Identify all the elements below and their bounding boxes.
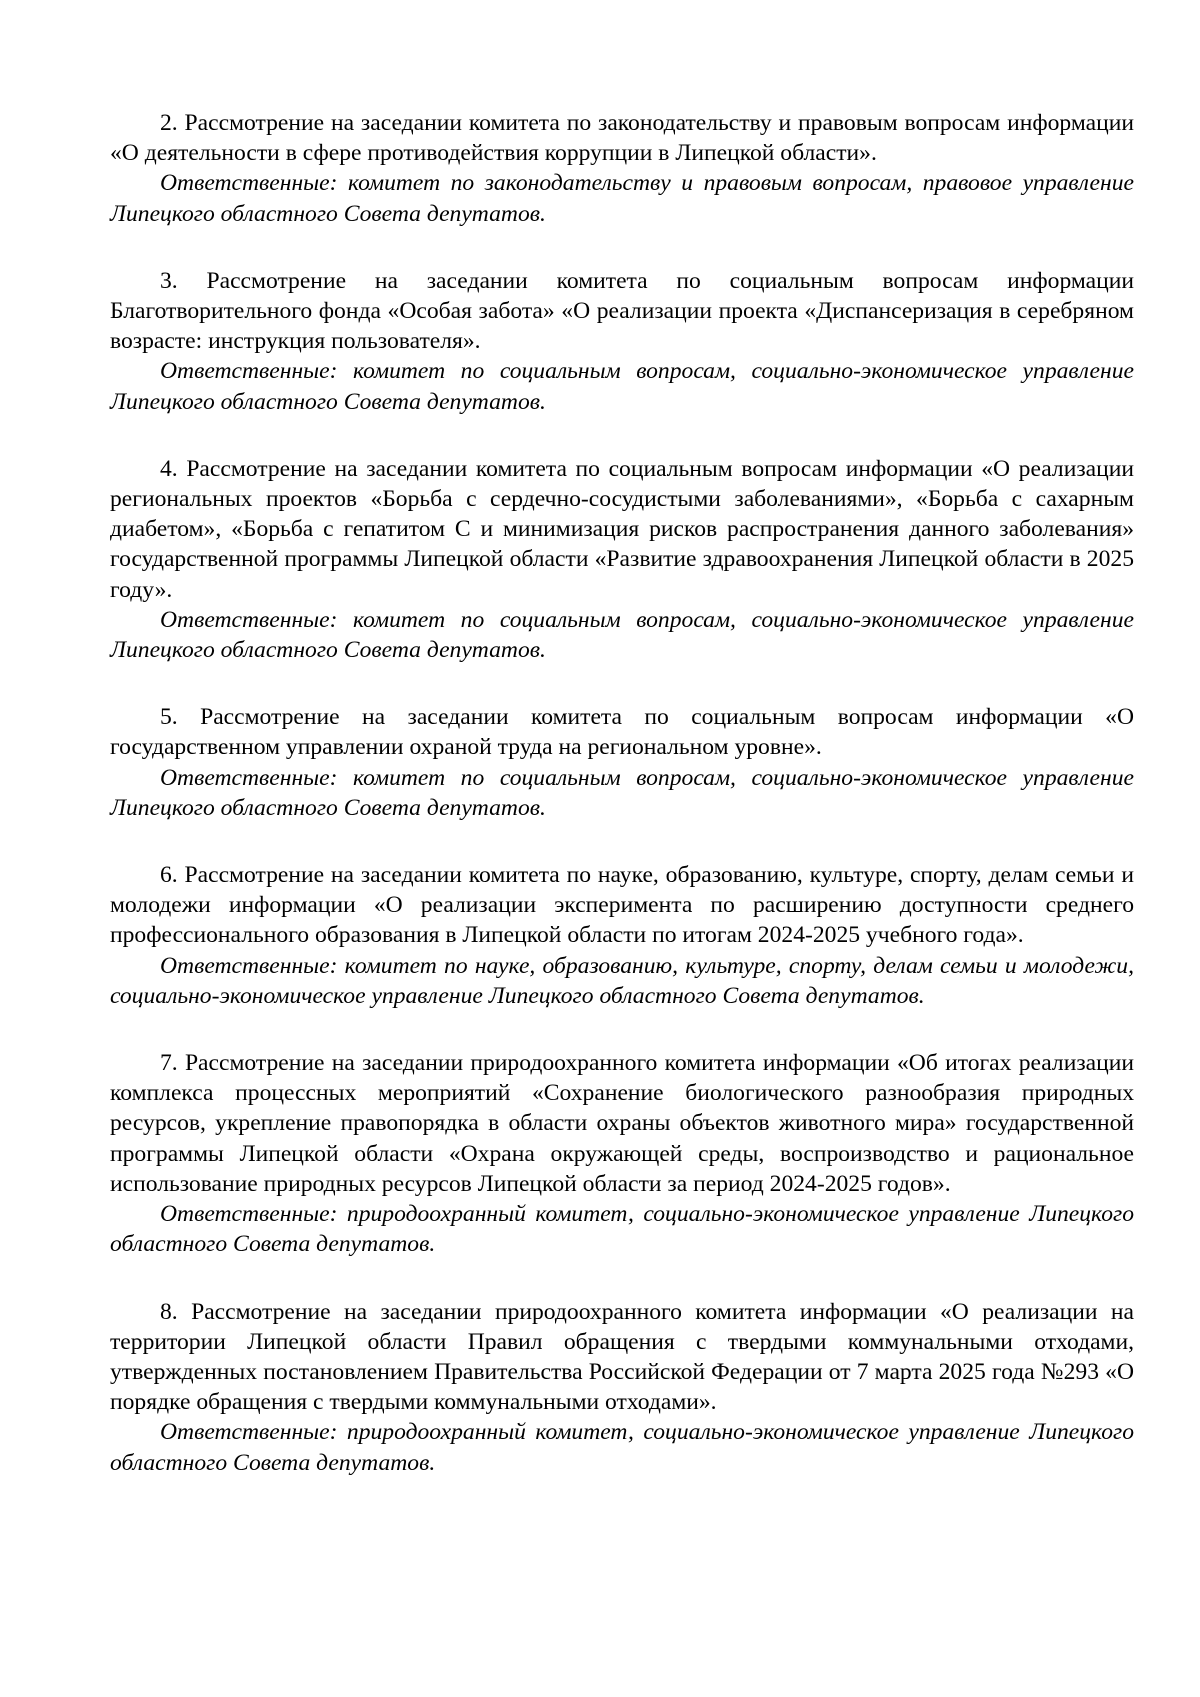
item-responsible: Ответственные: комитет по социальным вопросам, социально-экономическое управление Липецкого областного Совета депутатов.	[110, 358, 1134, 415]
document-page	[110, 108, 1134, 1515]
item-text: 6. Рассмотрение на заседании комитета по науке, образованию, культуре, спорту, делам семьи и молодежи информации «О реализации эксперимента по расширению доступности среднего профессионального образования в Липецкой области по итогам 2024-2025 учебного года».	[110, 862, 1134, 949]
item-responsible: Ответственные: комитет по социальным вопросам, социально-экономическое управление Липецкого областного Совета депутатов.	[110, 764, 1134, 821]
item-text: 2. Рассмотрение на заседании комитета по законодательству и правовым вопросам информации «О деятельности в сфере противодействия коррупции в Липецкой области».	[110, 110, 1134, 167]
item-text: 4. Рассмотрение на заседании комитета по социальным вопросам информации «О реализации региональных проектов «Борьба с сердечно-сосудистыми заболеваниями», «Борьба с сахарным диабетом», «Борьба с гепатитом С и минимизация рисков распространения данного заболевания» государственной программы Липецкой области «Развитие здравоохранения Липецкой области в 2025 году».	[110, 455, 1134, 603]
item-responsible: Ответственные: природоохранный комитет, социально-экономическое управление Липецкого областного Совета депутатов.	[110, 1201, 1134, 1258]
item-responsible: Ответственные: комитет по законодательству и правовым вопросам, правовое управление Липецкого областного Совета депутатов.	[110, 170, 1134, 227]
agenda-item-5	[110, 702, 1134, 823]
item-text: 8. Рассмотрение на заседании природоохранного комитета информации «О реализации на территории Липецкой области Правил обращения с твердыми коммунальными отходами, утвержденных постановлением Правительства Российской Федерации от 7 марта 2025 года №293 «О порядке обращения с твердыми коммунальными отходами».	[110, 1298, 1134, 1416]
item-text: 7. Рассмотрение на заседании природоохранного комитета информации «Об итогах реализации комплекса процессных мероприятий «Сохранение биологического разнообразия природных ресурсов, укрепление правопорядка в области охраны объектов животного мира» государственной программы Липецкой области «Охрана окружающей среды, воспроизводство и рациональное использование природных ресурсов Липецкой области за период 2024-2025 годов».	[110, 1050, 1134, 1197]
item-responsible: Ответственные: комитет по социальным вопросам, социально-экономическое управление Липецкого областного Совета депутатов.	[110, 606, 1134, 664]
item-responsible: Ответственные: комитет по науке, образованию, культуре, спорту, делам семьи и молодежи, социально-экономическое управление Липецкого областного Совета депутатов.	[110, 952, 1134, 1009]
item-responsible: Ответственные: природоохранный комитет, социально-экономическое управление Липецкого областного Совета депутатов.	[110, 1419, 1134, 1476]
agenda-item-6	[110, 860, 1134, 1011]
agenda-item-7	[110, 1048, 1134, 1259]
item-text: 3. Рассмотрение на заседании комитета по социальным вопросам информации Благотворительного фонда «Особая забота» «О реализации проекта «Диспансеризация в серебряном возрасте: инструкция пользователя».	[110, 267, 1134, 355]
agenda-item-3	[110, 266, 1134, 417]
agenda-item-2	[110, 108, 1134, 229]
agenda-item-8	[110, 1297, 1134, 1478]
agenda-item-4	[110, 454, 1134, 665]
item-text: 5. Рассмотрение на заседании комитета по социальным вопросам информации «О государственном управлении охраной труда на региональном уровне».	[110, 704, 1134, 761]
